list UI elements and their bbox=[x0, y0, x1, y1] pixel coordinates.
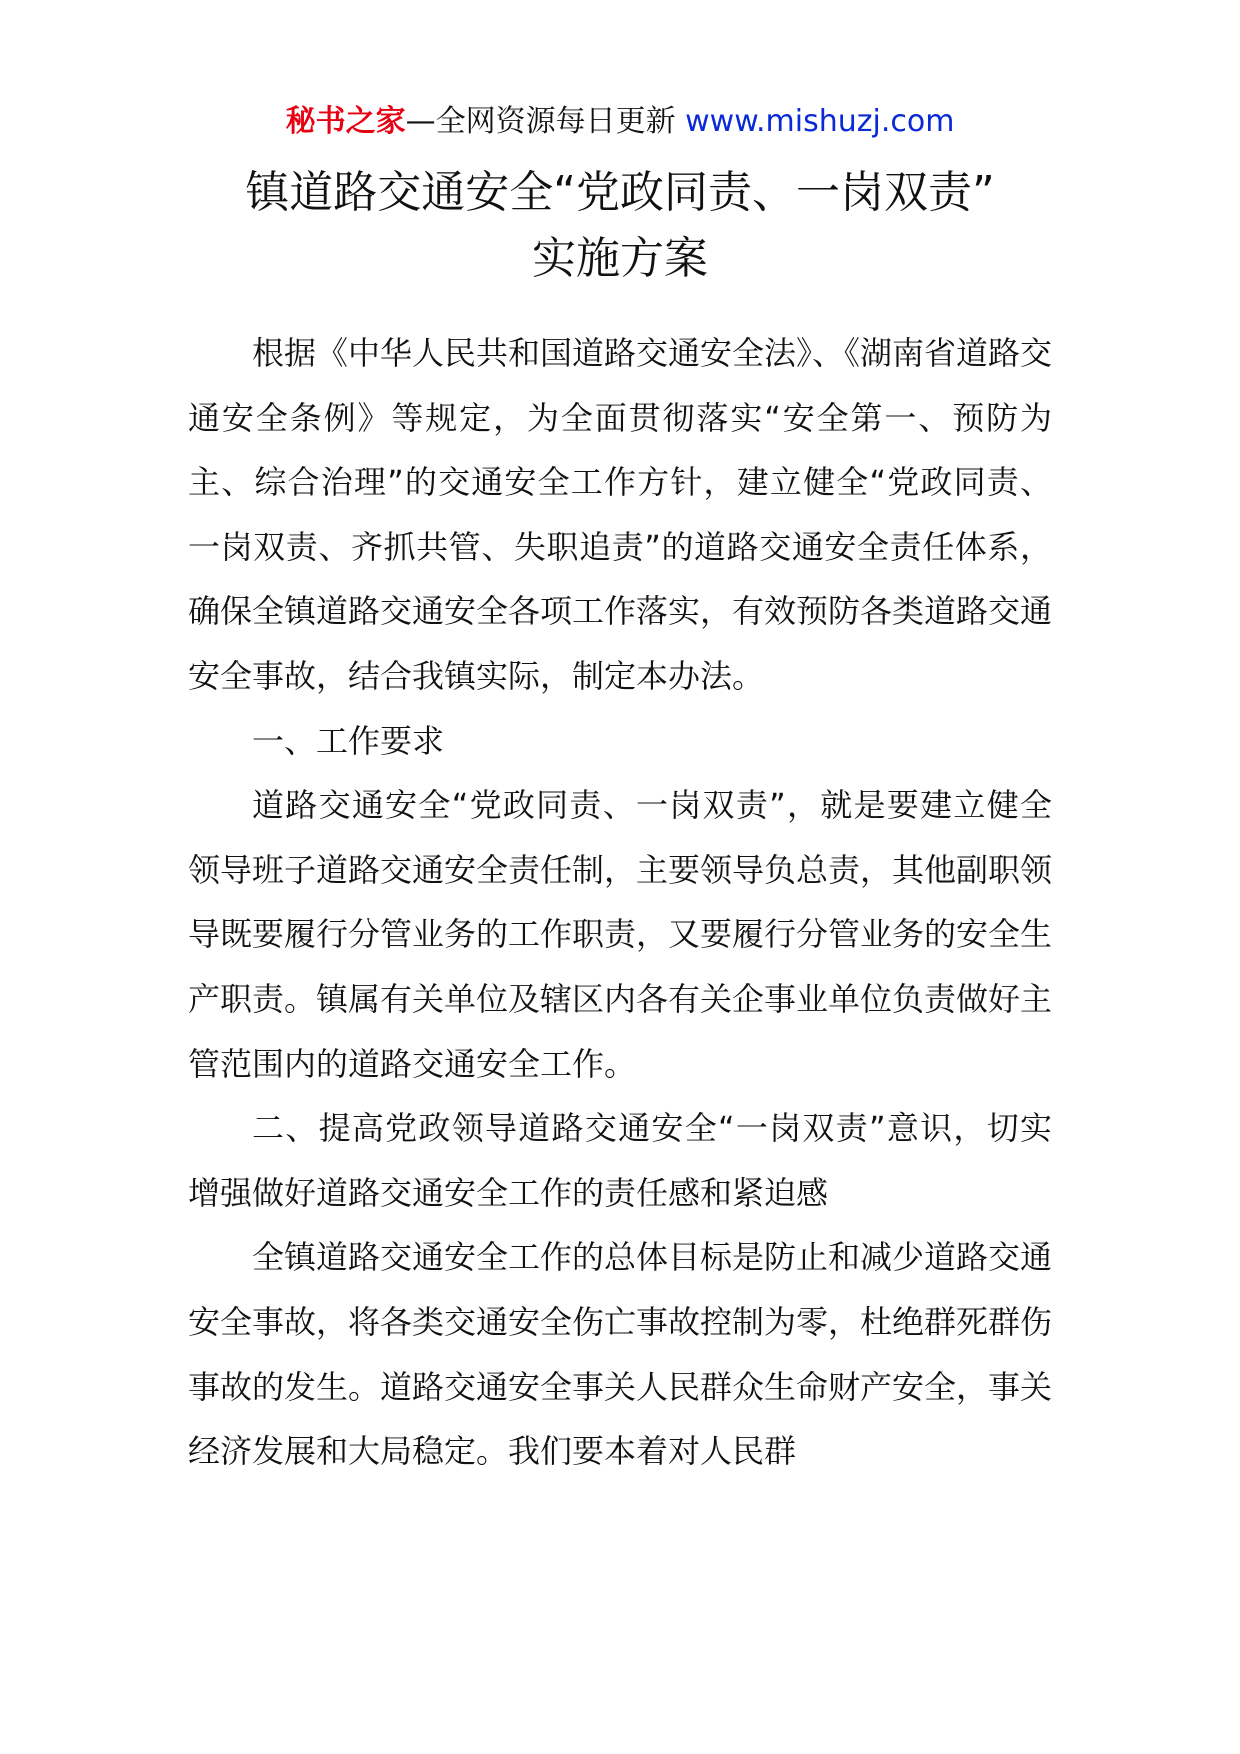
title-line-1: 镇道路交通安全“党政同责、一岗双责” bbox=[245, 167, 995, 218]
header-tagline: —全网资源每日更新 bbox=[405, 104, 686, 139]
site-header bbox=[0, 100, 1240, 144]
paragraph-intro: 根据《中华人民共和国道路交通安全法》、《湖南省道路交通安全条例》等规定，为全面贯彻落实“安全第一、预防为主、综合治理”的交通安全工作方针，建立健全“党政同责、一岗双责、齐抓共管、失职追责”的道路交通安全责任体系，确保全镇道路交通安全各项工作落实，有效预防各类道路交通安全事故，结合我镇实际，制定本办法。 bbox=[188, 334, 1053, 695]
document-title bbox=[0, 160, 1240, 292]
brand-name: 秘书之家 bbox=[285, 104, 406, 139]
document-body bbox=[188, 321, 1052, 1484]
paragraph-overall-goal: 全镇道路交通安全工作的总体目标是防止和减少道路交通安全事故，将各类交通安全伤亡事故控制为零，杜绝群死群伤事故的发生。道路交通安全事关人民群众生命财产安全，事关经济发展和大局稳定。我们要本着对人民群 bbox=[188, 1238, 1053, 1471]
title-line-2: 实施方案 bbox=[532, 233, 708, 284]
section-heading-1: 一、工作要求 bbox=[252, 721, 445, 760]
paragraph-work-requirements: 道路交通安全“党政同责、一岗双责”，就是要建立健全领导班子道路交通安全责任制，主要领导负总责，其他副职领导既要履行分管业务的工作职责，又要履行分管业务的安全生产职责。镇属有关单位及辖区内各有关企事业单位负责做好主管范围内的道路交通安全工作。 bbox=[188, 786, 1053, 1083]
section-heading-2: 二、提高党政领导道路交通安全“一岗双责”意识，切实增强做好道路交通安全工作的责任感和紧迫感 bbox=[188, 1109, 1052, 1212]
site-url-link[interactable]: www.mishuzj.com bbox=[685, 104, 955, 139]
